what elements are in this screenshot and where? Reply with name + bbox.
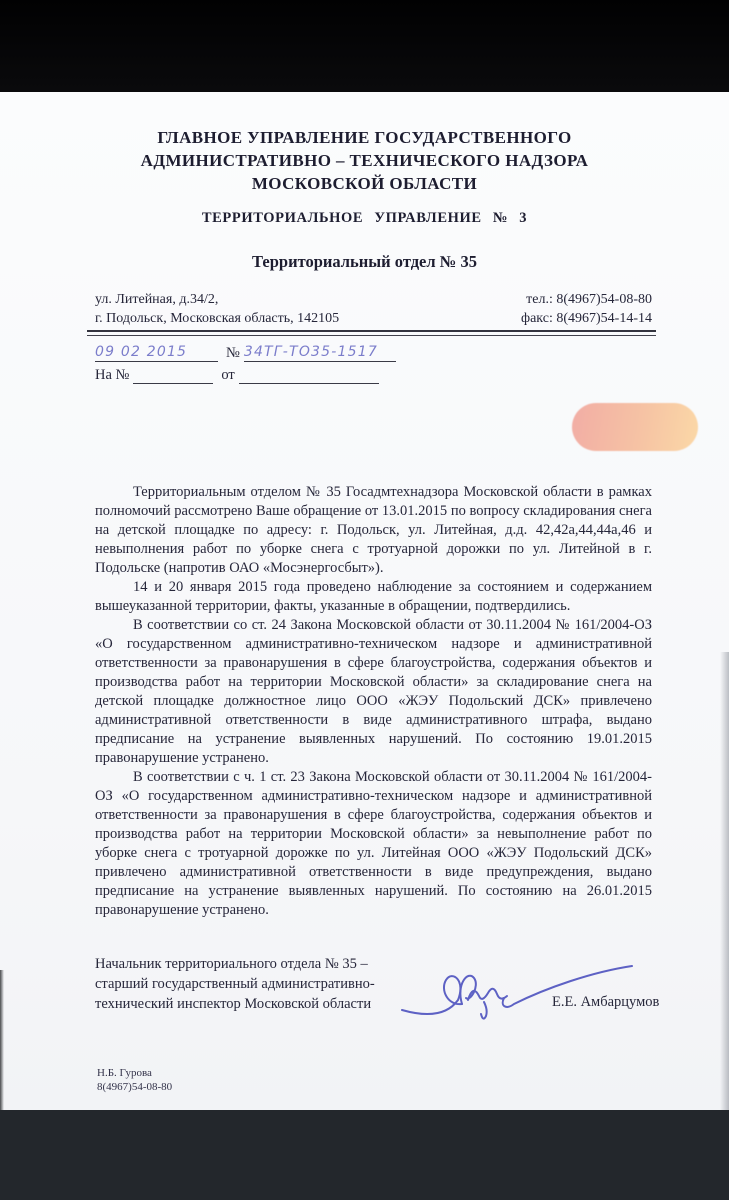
signatory-name: Е.Е. Амбарцумов [552,994,660,1010]
reference-block [95,344,435,388]
territorial-department-title: Территориальный отдел № 35 [252,252,477,271]
number-sign-label: № [226,345,240,361]
reply-to-label: На № [95,367,130,383]
paragraph-2: 14 и 20 января 2015 года проведено наблюдение за состоянием и содержанием вышеуказанной территории, факты, указанные в обращении, подтвердились. [95,579,652,614]
address-line2: г. Подольск, Московская область, 142105 [95,311,340,326]
signatory-title-line3: технический инспектор Московской области [95,996,372,1012]
executor-phone: 8(4967)54-08-80 [97,1081,173,1093]
signatory-title-line1: Начальник территориального отдела № 35 – [95,956,368,972]
address-line1: ул. Литейная, д.34/2, [95,292,219,307]
outgoing-number-field [244,344,396,362]
handwritten-signature-icon [396,958,644,1022]
letter-body [95,483,652,920]
executor-name: Н.Б. Гурова [97,1067,152,1079]
letterhead-divider [87,330,656,336]
address-block [95,290,339,328]
phone-line: тел.: 8(4967)54-08-80 [526,292,652,307]
redaction-highlight [572,403,698,451]
outgoing-reference-row [95,344,435,362]
signatory-title-line2: старший государственный административно- [95,976,375,992]
handwritten-number: 34ТГ-ТО35-1517 [243,344,378,360]
org-name [0,126,729,195]
handwritten-date: 09 02 2015 [95,344,188,360]
from-label: от [221,367,235,383]
fax-line: факс: 8(4967)54-14-14 [521,311,652,326]
outgoing-date-field [95,344,218,362]
incoming-reference-row [95,366,435,384]
incoming-number-field [133,366,213,384]
letterbox-top-bar [0,0,729,94]
incoming-date-field [239,366,379,384]
paragraph-1: Территориальным отделом № 35 Госадмтехнадзора Московской области в рамках полномочий рассмотрено Ваше обращение от 13.01.2015 по вопросу складирования снега на детской площадке по адресу: г. Подольск, ул. Литейная, д.д. 42,42а,44,44а,46 и невыполнения работ по уборке снега с тротуарной дорожки по ул. Литейной в г. Подольске (напротив ОАО «Мосэнергосбыт»). [95,484,652,576]
org-name-line3: МОСКОВСКОЙ ОБЛАСТИ [251,174,478,193]
letterbox-bottom-bar [0,1110,729,1200]
contact-block [95,290,652,328]
executor-block [97,1066,172,1094]
paragraph-4: В соответствии с ч. 1 ст. 23 Закона Московской области от 30.11.2004 № 161/2004-ОЗ «О государственном административно-техническом надзоре и административной ответственности за правонарушения в сфере благоустройства, содержания объектов и производства работ на территории Московской области» за невыполнение работ по уборке снега с тротуарной дорожке по ул. Литейная ООО «ЖЭУ Подольский ДСК» привлечено административной ответственности в виде предупреждения, выдано предписание на устранение выявленных нарушений. По состоянию на 26.01.2015 правонарушение устранено. [95,769,652,918]
org-name-line2: АДМИНИСТРАТИВНО – ТЕХНИЧЕСКОГО НАДЗОРА [140,151,589,170]
territorial-directorate-title: ТЕРРИТОРИАЛЬНОЕ УПРАВЛЕНИЕ № 3 [201,210,528,226]
document-page [0,92,729,1110]
org-name-line1: ГЛАВНОЕ УПРАВЛЕНИЕ ГОСУДАРСТВЕННОГО [157,128,572,147]
phone-fax-block [521,290,652,328]
paragraph-3: В соответствии со ст. 24 Закона Московской области от 30.11.2004 № 161/2004-ОЗ «О государственном административно-техническом надзоре и административной ответственности за правонарушения в сфере благоустройства, содержания объектов и производства работ на территории Московской области» за складирование снега на детской площадке должностное лицо ООО «ЖЭУ Подольский ДСК» привлечено административной ответственности в виде административного штрафа, выдано предписание на устранение выявленных нарушений. По состоянию 19.01.2015 правонарушение устранено. [95,617,652,766]
